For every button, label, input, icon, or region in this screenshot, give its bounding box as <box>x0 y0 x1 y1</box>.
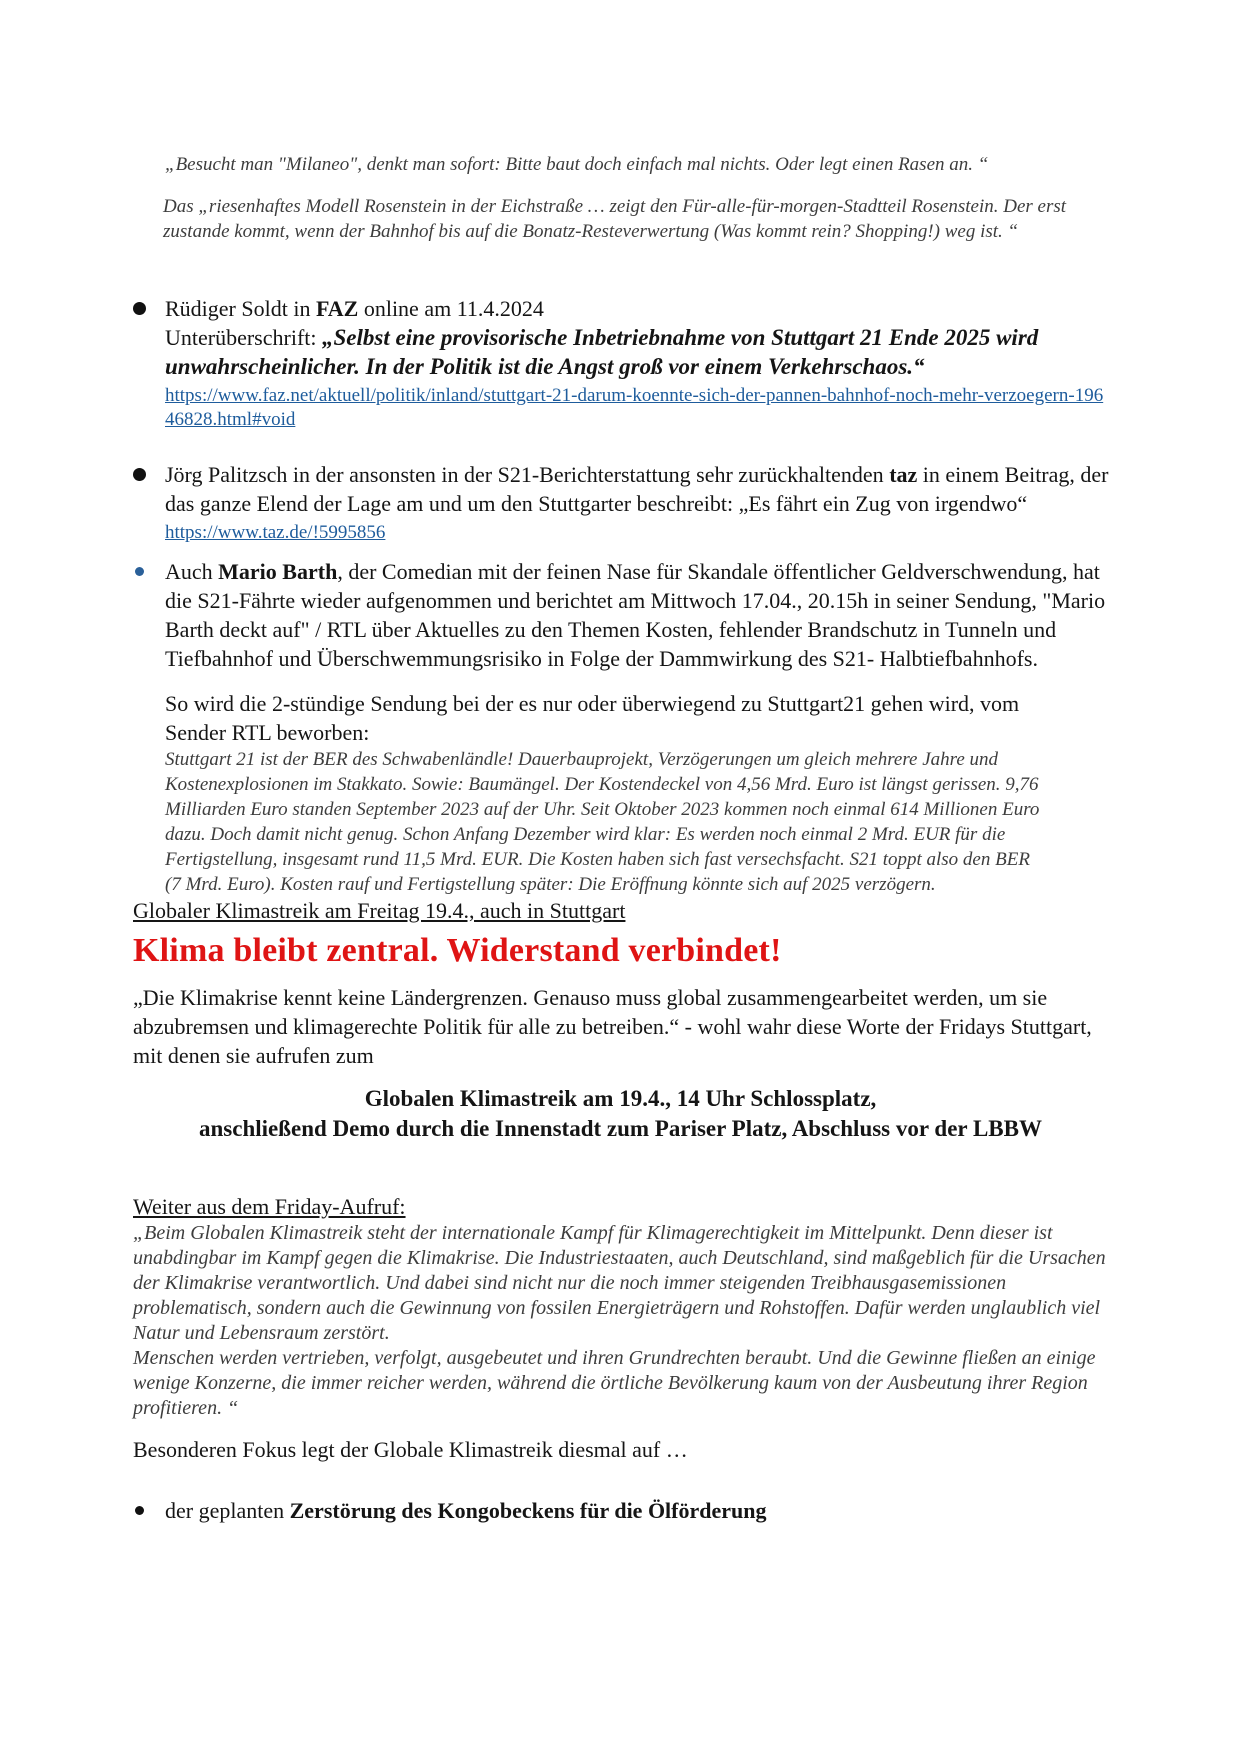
faz-subheadline <box>165 323 1110 381</box>
news-item-taz <box>133 460 1110 545</box>
event-line-2: anschließend Demo durch die Innenstadt zum Pariser Platz, Abschluss vor der LBBW <box>199 1116 1042 1141</box>
news-item-mario-barth <box>133 557 1110 673</box>
bullet-icon <box>133 460 165 481</box>
taz-article-link[interactable]: https://www.taz.de/!5995856 <box>165 522 386 543</box>
event-announcement <box>133 1084 1108 1144</box>
taz-text-post: in einem Beitrag, der das ganze Elend der Lage am und um den Stuttgarter beschreibt: „Es fährt ein Zug von irgendwo“ <box>165 462 1109 516</box>
bullet-icon <box>133 557 165 576</box>
quote-milaneo: „Besucht man "Milaneo", denkt man sofort: Bitte baut doch einfach mal nichts. Oder legt einen Rasen an. “ <box>165 154 989 175</box>
taz-text <box>165 460 1110 518</box>
quote-rosenstein: Das „riesenhaftes Modell Rosenstein in der Eichstraße … zeigt den Für-alle-für-morgen-Stadtteil Rosenstein. Der erst zustande kommt, wenn der Bahnhof bis auf die Bonatz-Resteverwertung (Was kommt rein? Shopping!) weg ist. “ <box>163 196 1067 242</box>
event-line-1: Globalen Klimastreik am 19.4., 14 Uhr Schlossplatz, <box>364 1086 877 1111</box>
faz-subheadline-quote: „Selbst eine provisorische Inbetriebnahme von Stuttgart 21 Ende 2025 wird unwahrscheinlicher. In der Politik ist die Angst groß vor einem Verkehrschaos.“ <box>165 325 1039 379</box>
faz-subheadline-label: Unterüberschrift: <box>165 325 322 350</box>
mario-barth-text <box>165 557 1110 673</box>
focus-list <box>133 1496 1110 1525</box>
faz-author-post: online am 11.4.2024 <box>358 296 544 321</box>
taz-source-name: taz <box>889 462 918 487</box>
news-item-mario-barth-content <box>165 557 1110 673</box>
mario-barth-pre: Auch <box>165 559 219 584</box>
faz-author-pre: Rüdiger Soldt in <box>165 296 316 321</box>
focus-intro: Besonderen Fokus legt der Globale Klimastreik diesmal auf … <box>133 1437 688 1462</box>
climate-headline: Klima bleibt zentral. Widerstand verbindet! <box>133 932 782 969</box>
friday-aufruf-heading: Weiter aus dem Friday-Aufruf: <box>133 1194 406 1219</box>
focus-item-kongo-content <box>165 1496 1110 1525</box>
friday-aufruf-para-1: „Beim Globalen Klimastreik steht der internationale Kampf für Klimagerechtigkeit im Mittelpunkt. Denn dieser ist unabdingbar im Kampf gegen die Klimakrise. Die Industriestaaten, auch Deutschland, sind maßgeblich für die Ursachen der Klimakrise verantwortlich. Und dabei sind nicht nur die noch immer steigenden Treibhausgasemissionen problematisch, sondern auch die Gewinnung von fossilen Energieträgern und Rohstoffen. Dafür werden unglaublich viel Natur und Lebensraum zerstört. <box>133 1222 1106 1344</box>
faz-source-name: FAZ <box>315 296 359 321</box>
bullet-icon <box>133 1496 165 1515</box>
climate-kicker: Globaler Klimastreik am Freitag 19.4., auch in Stuttgart <box>133 898 626 923</box>
rtl-promo-quote: Stuttgart 21 ist der BER des Schwabenländle! Dauerbauprojekt, Verzögerungen um gleich mehrere Jahre und Kostenexplosionen im Stakkato. Sowie: Baumängel. Der Kostendeckel von 4,56 Mrd. Euro ist längst gerissen. 9,76 Milliarden Euro standen September 2023 auf der Uhr. Seit Oktober 2023 kommen noch einmal 614 Millionen Euro dazu. Doch damit nicht genug. Schon Anfang Dezember wird klar: Es werden noch einmal 2 Mrd. EUR für die Fertigstellung, insgesamt rund 11,5 Mrd. EUR. Die Kosten haben sich fast versechsfacht. S21 toppt also den BER (7 Mrd. Euro). Kosten rauf und Fertigstellung später: Die Eröffnung könnte sich auf 2025 verzögern. <box>165 749 1040 895</box>
focus-item-kongo <box>133 1496 1110 1525</box>
bullet-icon <box>133 294 165 315</box>
focus-item-pre: der geplanten <box>165 1498 290 1523</box>
news-item-taz-content <box>165 460 1110 545</box>
focus-item-text <box>165 1496 1110 1525</box>
news-item-faz <box>133 294 1110 432</box>
faz-article-link[interactable]: https://www.faz.net/aktuell/politik/inland/stuttgart-21-darum-koennte-sich-der-pannen-bahnhof-noch-mehr-verzoegern-19646828.html#void <box>165 385 1104 430</box>
faz-author-line <box>165 294 1110 323</box>
focus-item-bold: Zerstörung des Kongobeckens für die Ölförderung <box>289 1498 767 1523</box>
mario-barth-post: , der Comedian mit der feinen Nase für Skandale öffentlicher Geldverschwendung, hat die S21-Fährte wieder aufgenommen und berichtet am Mittwoch 17.04., 20.15h in seiner Sendung, "Mario Barth deckt auf" / RTL über Aktuelles zu den Themen Kosten, fehlender Brandschutz in Tunneln und Tiefbahnhof und Überschwemmungsrisiko in Folge der Dammwirkung des S21- Halbtiefbahnhofs. <box>165 559 1106 671</box>
taz-text-pre: Jörg Palitzsch in der ansonsten in der S21-Berichterstattung sehr zurückhaltenden <box>165 462 890 487</box>
climate-intro: „Die Klimakrise kennt keine Ländergrenzen. Genauso muss global zusammengearbeitet werden, um sie abzubremsen und klimagerechte Politik für alle zu betreiben.“ - wohl wahr diese Worte der Fridays Stuttgart, mit denen sie aufrufen zum <box>133 985 1092 1068</box>
friday-aufruf-para-2: Menschen werden vertrieben, verfolgt, ausgebeutet und ihren Grundrechten beraubt. Und die Gewinne fließen an einige wenige Konzerne, die immer reicher werden, während die örtliche Bevölkerung kaum von der Ausbeutung ihrer Region profitieren. “ <box>133 1347 1096 1419</box>
rtl-promo-intro: So wird die 2-stündige Sendung bei der es nur oder überwiegend zu Stuttgart21 gehen wird, vom Sender RTL beworben: <box>165 691 1020 745</box>
news-item-faz-content <box>165 294 1110 432</box>
mario-barth-name: Mario Barth <box>218 559 338 584</box>
press-review-list <box>133 294 1110 673</box>
